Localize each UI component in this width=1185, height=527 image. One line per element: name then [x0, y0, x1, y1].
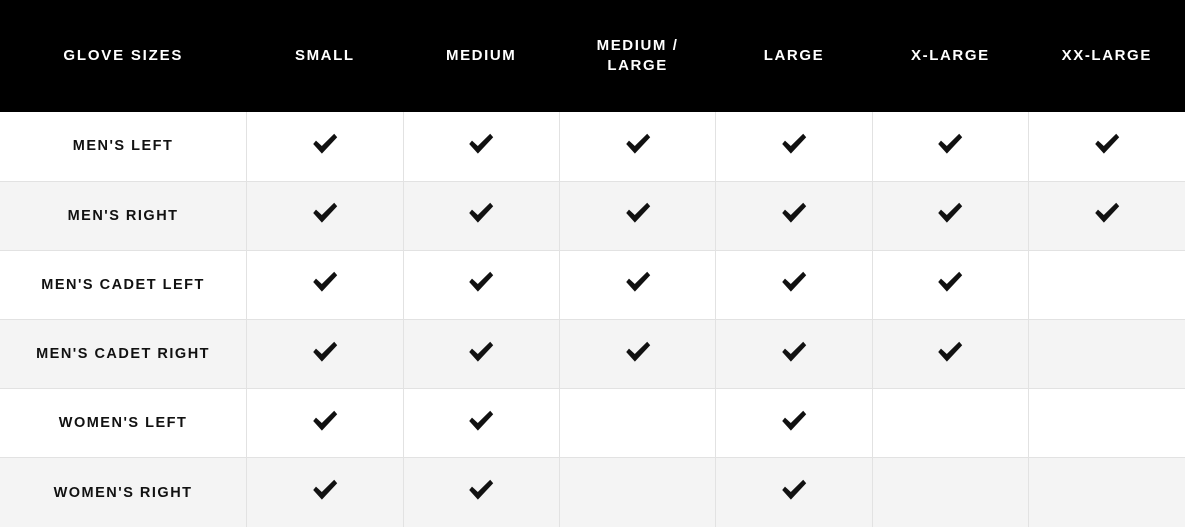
availability-cell-checked — [403, 250, 559, 319]
check-mark-icon — [466, 406, 496, 436]
table-row — [0, 181, 1185, 250]
availability-cell-empty — [559, 458, 715, 527]
row-label: MEN'S CADET RIGHT — [0, 319, 247, 388]
column-header-xx-large: XX-LARGE — [1029, 0, 1185, 112]
empty-cell — [560, 389, 715, 457]
empty-cell — [1029, 251, 1185, 319]
table-header — [0, 0, 1185, 112]
check-mark-icon — [623, 267, 653, 297]
empty-cell — [1029, 389, 1185, 457]
check-mark-icon — [466, 337, 496, 367]
availability-cell-checked — [559, 319, 715, 388]
availability-cell-empty — [1029, 458, 1185, 527]
availability-cell-checked — [403, 458, 559, 527]
empty-cell — [1029, 458, 1185, 527]
table-body — [0, 112, 1185, 527]
row-label: MEN'S LEFT — [0, 112, 247, 181]
empty-cell — [560, 458, 715, 527]
row-label: MEN'S CADET LEFT — [0, 250, 247, 319]
check-mark-icon — [310, 406, 340, 436]
availability-cell-checked — [403, 181, 559, 250]
availability-cell-checked — [716, 319, 872, 388]
availability-cell-checked — [716, 250, 872, 319]
check-mark-icon — [623, 337, 653, 367]
check-mark-icon — [779, 129, 809, 159]
empty-cell — [873, 458, 1028, 527]
table-row — [0, 250, 1185, 319]
check-mark-icon — [466, 475, 496, 505]
check-mark-icon — [935, 198, 965, 228]
availability-cell-checked — [247, 250, 403, 319]
availability-cell-checked — [1029, 181, 1185, 250]
availability-cell-checked — [403, 389, 559, 458]
availability-cell-checked — [247, 458, 403, 527]
check-mark-icon — [779, 337, 809, 367]
row-label: WOMEN'S RIGHT — [0, 458, 247, 527]
check-mark-icon — [466, 129, 496, 159]
check-mark-icon — [466, 267, 496, 297]
availability-cell-checked — [247, 389, 403, 458]
availability-cell-checked — [872, 112, 1028, 181]
column-header-medium-large: MEDIUM / LARGE — [559, 0, 715, 112]
table-row — [0, 389, 1185, 458]
column-header-glove-sizes: GLOVE SIZES — [0, 0, 247, 112]
column-header-small: SMALL — [247, 0, 403, 112]
availability-cell-checked — [247, 319, 403, 388]
availability-cell-checked — [716, 389, 872, 458]
check-mark-icon — [1092, 198, 1122, 228]
availability-cell-checked — [716, 181, 872, 250]
availability-cell-empty — [872, 458, 1028, 527]
availability-cell-checked — [403, 112, 559, 181]
availability-cell-checked — [559, 250, 715, 319]
check-mark-icon — [310, 475, 340, 505]
availability-cell-checked — [247, 181, 403, 250]
availability-cell-checked — [872, 181, 1028, 250]
availability-cell-empty — [1029, 250, 1185, 319]
availability-cell-empty — [1029, 319, 1185, 388]
column-header-large: LARGE — [716, 0, 872, 112]
table-row — [0, 112, 1185, 181]
column-header-x-large: X-LARGE — [872, 0, 1028, 112]
row-label: MEN'S RIGHT — [0, 181, 247, 250]
check-mark-icon — [310, 129, 340, 159]
empty-cell — [873, 389, 1028, 457]
check-mark-icon — [466, 198, 496, 228]
availability-cell-checked — [872, 250, 1028, 319]
availability-cell-checked — [716, 458, 872, 527]
check-mark-icon — [310, 267, 340, 297]
availability-cell-empty — [559, 389, 715, 458]
availability-cell-checked — [559, 181, 715, 250]
table-row — [0, 319, 1185, 388]
table-row — [0, 458, 1185, 527]
check-mark-icon — [779, 267, 809, 297]
availability-cell-empty — [872, 389, 1028, 458]
check-mark-icon — [623, 198, 653, 228]
availability-cell-checked — [559, 112, 715, 181]
check-mark-icon — [310, 337, 340, 367]
availability-cell-checked — [1029, 112, 1185, 181]
check-mark-icon — [779, 406, 809, 436]
row-label: WOMEN'S LEFT — [0, 389, 247, 458]
check-mark-icon — [779, 198, 809, 228]
check-mark-icon — [935, 129, 965, 159]
availability-cell-checked — [872, 319, 1028, 388]
empty-cell — [1029, 320, 1185, 388]
availability-cell-checked — [247, 112, 403, 181]
table-header-row — [0, 0, 1185, 112]
check-mark-icon — [1092, 129, 1122, 159]
column-header-medium: MEDIUM — [403, 0, 559, 112]
check-mark-icon — [935, 267, 965, 297]
availability-cell-checked — [403, 319, 559, 388]
availability-cell-empty — [1029, 389, 1185, 458]
check-mark-icon — [310, 198, 340, 228]
check-mark-icon — [935, 337, 965, 367]
check-mark-icon — [623, 129, 653, 159]
availability-cell-checked — [716, 112, 872, 181]
check-mark-icon — [779, 475, 809, 505]
